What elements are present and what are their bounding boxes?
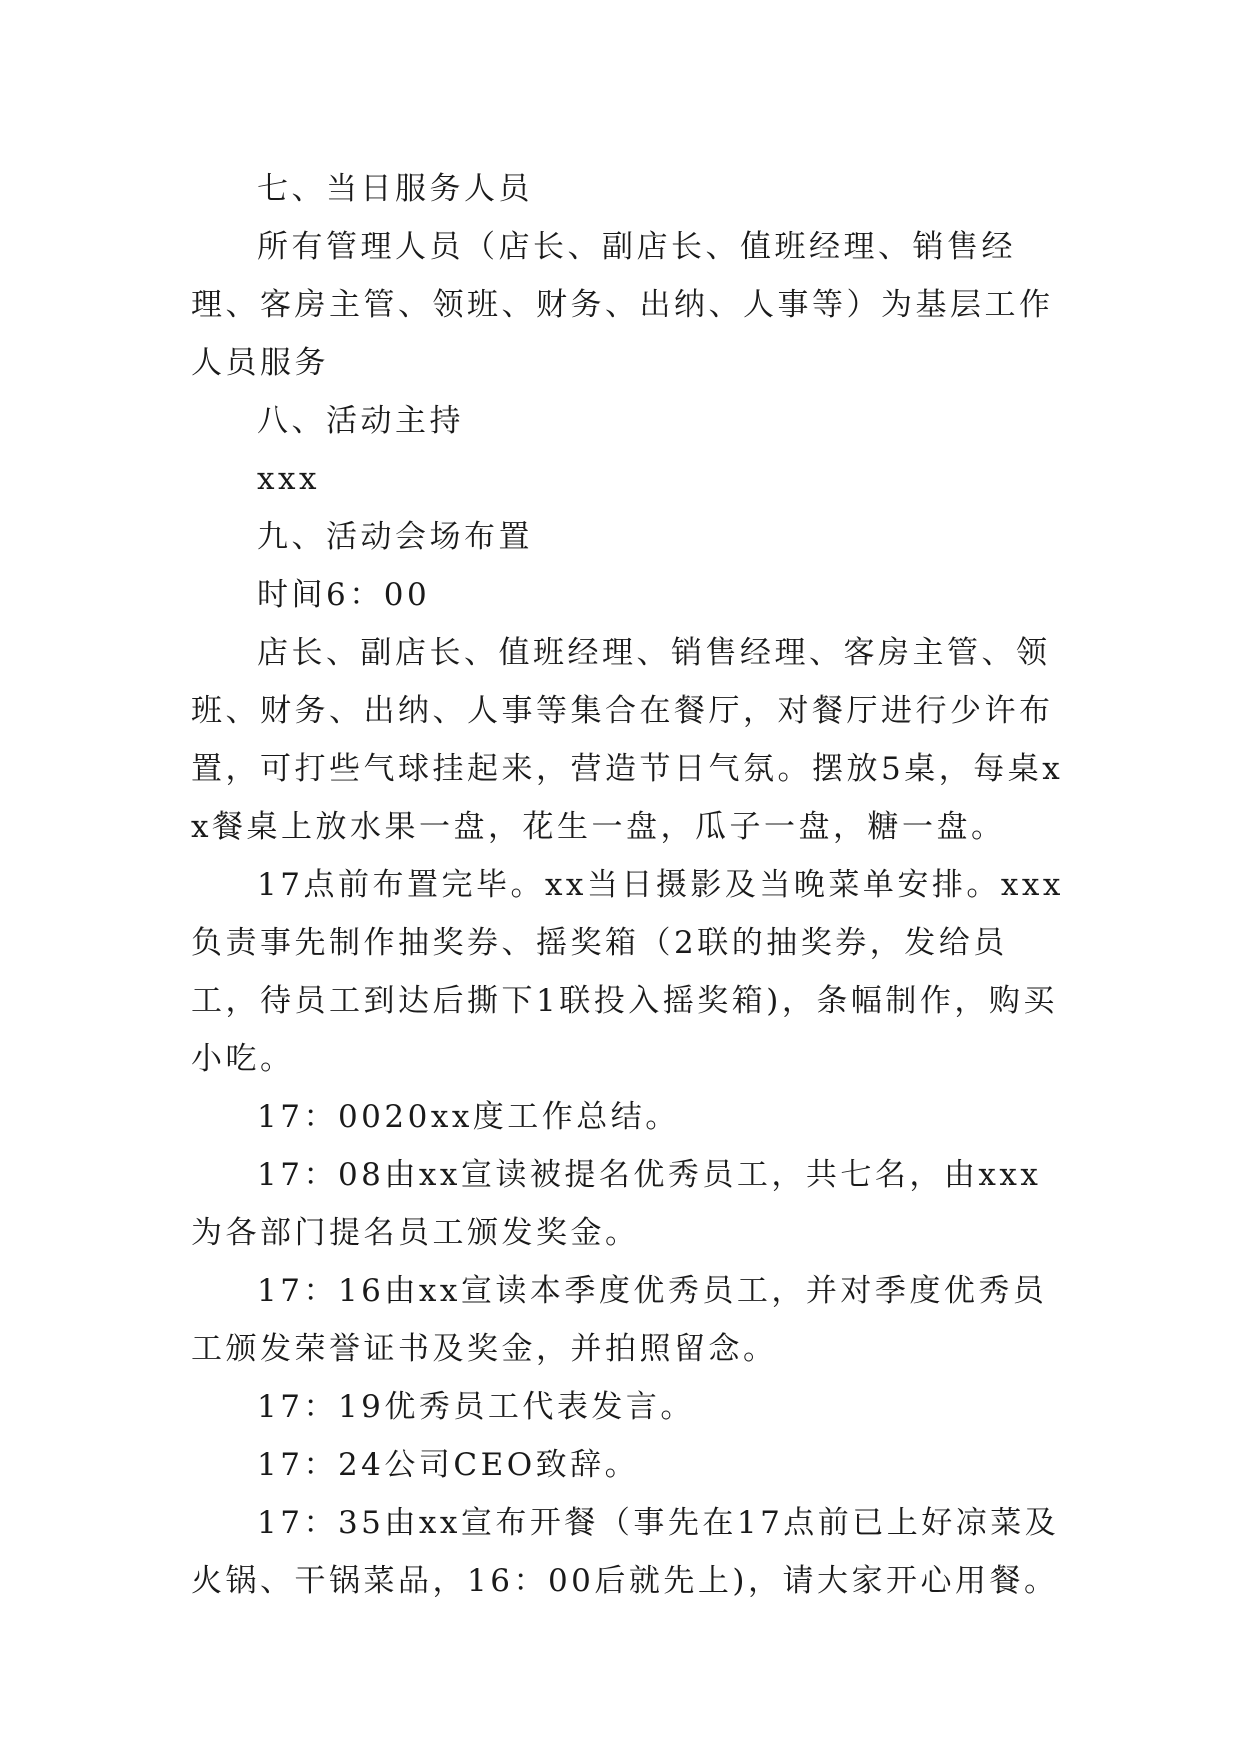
paragraph-host: xxx — [257, 461, 320, 497]
schedule-item: 17：24公司CEO致辞。 — [257, 1447, 640, 1483]
document-body — [191, 160, 1071, 1610]
schedule-item: 17：0020xx度工作总结。 — [257, 1099, 680, 1135]
section-heading-service-staff: 七、当日服务人员 — [257, 171, 533, 207]
schedule-item: 17：08由xx宣读被提名优秀员工，共七名，由xxx为各部门提名员工颁发奖金。 — [191, 1157, 1042, 1251]
paragraph-preparation: 17点前布置完毕。xx当日摄影及当晚菜单安排。xxx负责事先制作抽奖券、摇奖箱（2联的抽奖券，发给员工，待员工到达后撕下1联投入摇奖箱)，条幅制作，购买小吃。 — [191, 867, 1064, 1077]
schedule-item: 17：16由xx宣读本季度优秀员工，并对季度优秀员工颁发荣誉证书及奖金，并拍照留念。 — [191, 1273, 1048, 1367]
paragraph-service-staff: 所有管理人员（店长、副店长、值班经理、销售经理、客房主管、领班、财务、出纳、人事等）为基层工作人员服务 — [191, 229, 1054, 381]
paragraph-time: 时间6：00 — [257, 577, 431, 613]
schedule-item: 17：19优秀员工代表发言。 — [257, 1389, 695, 1425]
schedule-item: 17：35由xx宣布开餐（事先在17点前已上好凉菜及火锅、干锅菜品，16：00后就先上)，请大家开心用餐。 — [191, 1505, 1060, 1599]
section-heading-host: 八、活动主持 — [257, 403, 464, 439]
paragraph-venue-setup: 店长、副店长、值班经理、销售经理、客房主管、领班、财务、出纳、人事等集合在餐厅，对餐厅进行少许布置，可打些气球挂起来，营造节日气氛。摆放5桌，每桌xx餐桌上放水果一盘，花生一盘，瓜子一盘，糖一盘。 — [191, 635, 1064, 845]
section-heading-venue: 九、活动会场布置 — [257, 519, 533, 555]
